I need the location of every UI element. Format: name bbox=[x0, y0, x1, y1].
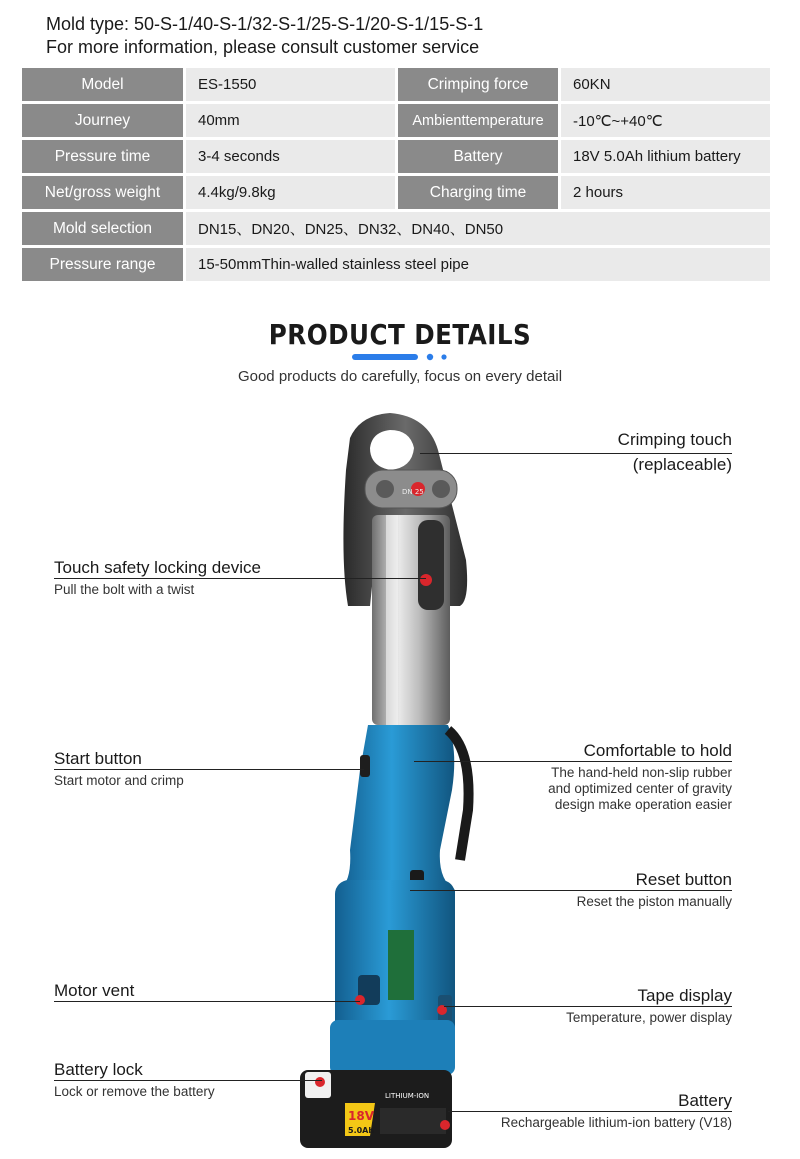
callout-description: The hand-held non-slip rubber bbox=[551, 765, 732, 780]
spec-value: ES-1550 bbox=[186, 68, 398, 101]
spec-row bbox=[22, 104, 770, 137]
spec-label: Pressure range bbox=[22, 248, 186, 281]
spec-row bbox=[22, 248, 770, 281]
crimping-tool-image bbox=[290, 410, 490, 1159]
spec-label: Journey bbox=[22, 104, 186, 137]
callout-description: design make operation easier bbox=[554, 797, 732, 812]
callout-description: Lock or remove the battery bbox=[54, 1084, 215, 1099]
spec-value: 2 hours bbox=[561, 176, 770, 209]
leader-line bbox=[410, 890, 732, 891]
spec-label: Pressure time bbox=[22, 140, 186, 173]
spec-value: 3-4 seconds bbox=[186, 140, 398, 173]
spec-row bbox=[22, 176, 770, 209]
spec-value: 60KN bbox=[561, 68, 770, 101]
spec-row bbox=[22, 140, 770, 173]
callout-title: Crimping touch bbox=[617, 430, 732, 449]
leader-line bbox=[54, 769, 364, 770]
battery-voltage-label: 18V bbox=[348, 1109, 374, 1123]
callout-description: Start motor and crimp bbox=[54, 773, 184, 788]
callout-title: Reset button bbox=[635, 870, 732, 889]
consult-note: For more information, please consult customer service bbox=[46, 37, 480, 57]
battery-capacity-label: 5.0Ah bbox=[348, 1126, 375, 1135]
callout-title: Tape display bbox=[637, 986, 732, 1005]
callout-description: Reset the piston manually bbox=[576, 894, 732, 909]
die-marking: DN 25 bbox=[402, 488, 424, 496]
spec-value: 40mm bbox=[186, 104, 398, 137]
leader-line bbox=[414, 761, 732, 762]
callout-title: Comfortable to hold bbox=[583, 741, 732, 760]
spec-label: Net/gross weight bbox=[22, 176, 186, 209]
callout-title: Motor vent bbox=[54, 981, 135, 1000]
section-title: PRODUCT DETAILS bbox=[268, 318, 532, 351]
spec-label: Battery bbox=[398, 140, 561, 173]
spec-value: DN15、DN20、DN25、DN32、DN40、DN50 bbox=[186, 212, 770, 245]
spec-table bbox=[22, 65, 770, 284]
spec-label: Ambienttemperature bbox=[398, 104, 561, 137]
leader-line bbox=[448, 1111, 732, 1112]
spec-label: Charging time bbox=[398, 176, 561, 209]
battery-type-label: LITHIUM-ION bbox=[385, 1092, 430, 1100]
callout-title: Battery bbox=[678, 1091, 732, 1110]
callout-title: Touch safety locking device bbox=[54, 558, 261, 577]
mold-type-line: Mold type: 50-S-1/40-S-1/32-S-1/25-S-1/20-S-1/15-S-1 bbox=[46, 14, 484, 34]
callout-comfortable-hold bbox=[548, 741, 732, 813]
callout-description: Pull the bolt with a twist bbox=[54, 582, 195, 597]
leader-line bbox=[54, 1001, 360, 1002]
spec-row bbox=[22, 212, 770, 245]
callout-description: Temperature, power display bbox=[566, 1010, 732, 1025]
callout-description: and optimized center of gravity bbox=[548, 781, 732, 796]
callout-motor-vent bbox=[54, 981, 134, 1001]
leader-line bbox=[54, 578, 426, 579]
callout-title: Start button bbox=[54, 749, 142, 768]
section-subtitle: Good products do carefully, focus on every detail bbox=[237, 368, 563, 385]
leader-line bbox=[420, 453, 732, 454]
spec-label: Mold selection bbox=[22, 212, 186, 245]
callout-title-suffix: (replaceable) bbox=[632, 455, 732, 474]
spec-row bbox=[22, 68, 770, 101]
callout-description: Rechargeable lithium-ion battery (V18) bbox=[500, 1115, 732, 1130]
leader-line bbox=[54, 1080, 322, 1081]
leader-line bbox=[444, 1006, 732, 1007]
spec-value: 18V 5.0Ah lithium battery bbox=[561, 140, 770, 173]
spec-value: -10℃~+40℃ bbox=[561, 104, 770, 137]
spec-value: 4.4kg/9.8kg bbox=[186, 176, 398, 209]
spec-value: 15-50mmThin-walled stainless steel pipe bbox=[186, 248, 770, 281]
callout-title: Battery lock bbox=[54, 1060, 143, 1079]
spec-label: Model bbox=[22, 68, 186, 101]
title-decoration bbox=[352, 353, 452, 361]
spec-label: Crimping force bbox=[398, 68, 561, 101]
